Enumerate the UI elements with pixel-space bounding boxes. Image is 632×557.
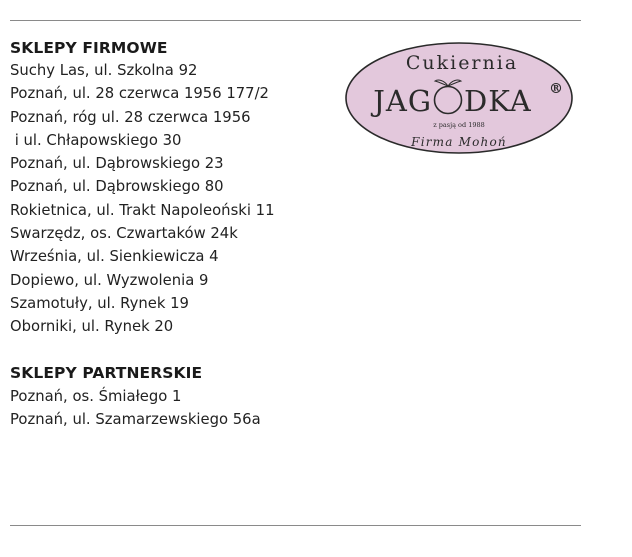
section-title-firmowe: SKLEPY FIRMOWE (10, 39, 168, 57)
section-title-partnerskie: SKLEPY PARTNERSKIE (10, 363, 203, 382)
shop-address: i ul. Chłapowskiego 30 (10, 131, 182, 149)
shop-address: Poznań, os. Śmiałego 1 (10, 387, 182, 405)
top-divider (10, 20, 581, 21)
shop-address: Poznań, ul. Szamarzewskiego 56a (10, 410, 261, 428)
shop-address: Poznań, ul. Dąbrowskiego 23 (10, 155, 224, 173)
shop-address: Szamotuły, ul. Rynek 19 (10, 294, 189, 312)
bottom-divider (10, 525, 581, 526)
logo-badge (340, 38, 578, 158)
logo-brand-left: JAG (373, 84, 432, 118)
shop-list-firmowe (10, 59, 340, 339)
logo-bottom-text: Firma Mohoń (411, 135, 507, 149)
section-sklepy-firmowe (10, 37, 340, 339)
shop-address: Rokietnica, ul. Trakt Napoleoński 11 (10, 201, 275, 219)
shop-address: Oborniki, ul. Rynek 20 (10, 318, 174, 336)
shop-address: Swarzędz, os. Czwartaków 24k (10, 225, 238, 243)
shop-address: Września, ul. Sienkiewicza 4 (10, 248, 219, 266)
shop-list-partnerskie (10, 385, 340, 432)
shop-address: Poznań, róg ul. 28 czerwca 1956 (10, 108, 251, 126)
shop-address: Poznań, ul. 28 czerwca 1956 177/2 (10, 85, 269, 103)
registered-mark: ® (549, 81, 563, 97)
shop-address: Poznań, ul. Dąbrowskiego 80 (10, 178, 224, 196)
shop-address: Dopiewo, ul. Wyzwolenia 9 (10, 271, 209, 289)
logo-top-text: Cukiernia (405, 52, 519, 74)
logo-tagline: z pasją od 1988 (433, 121, 485, 129)
cukiernia-jagodka-logo (340, 38, 578, 158)
shop-address: Suchy Las, ul. Szkolna 92 (10, 62, 198, 79)
shops-content (10, 37, 340, 431)
logo-brand-right: DKA (464, 84, 532, 118)
section-sklepy-partnerskie (10, 362, 340, 432)
